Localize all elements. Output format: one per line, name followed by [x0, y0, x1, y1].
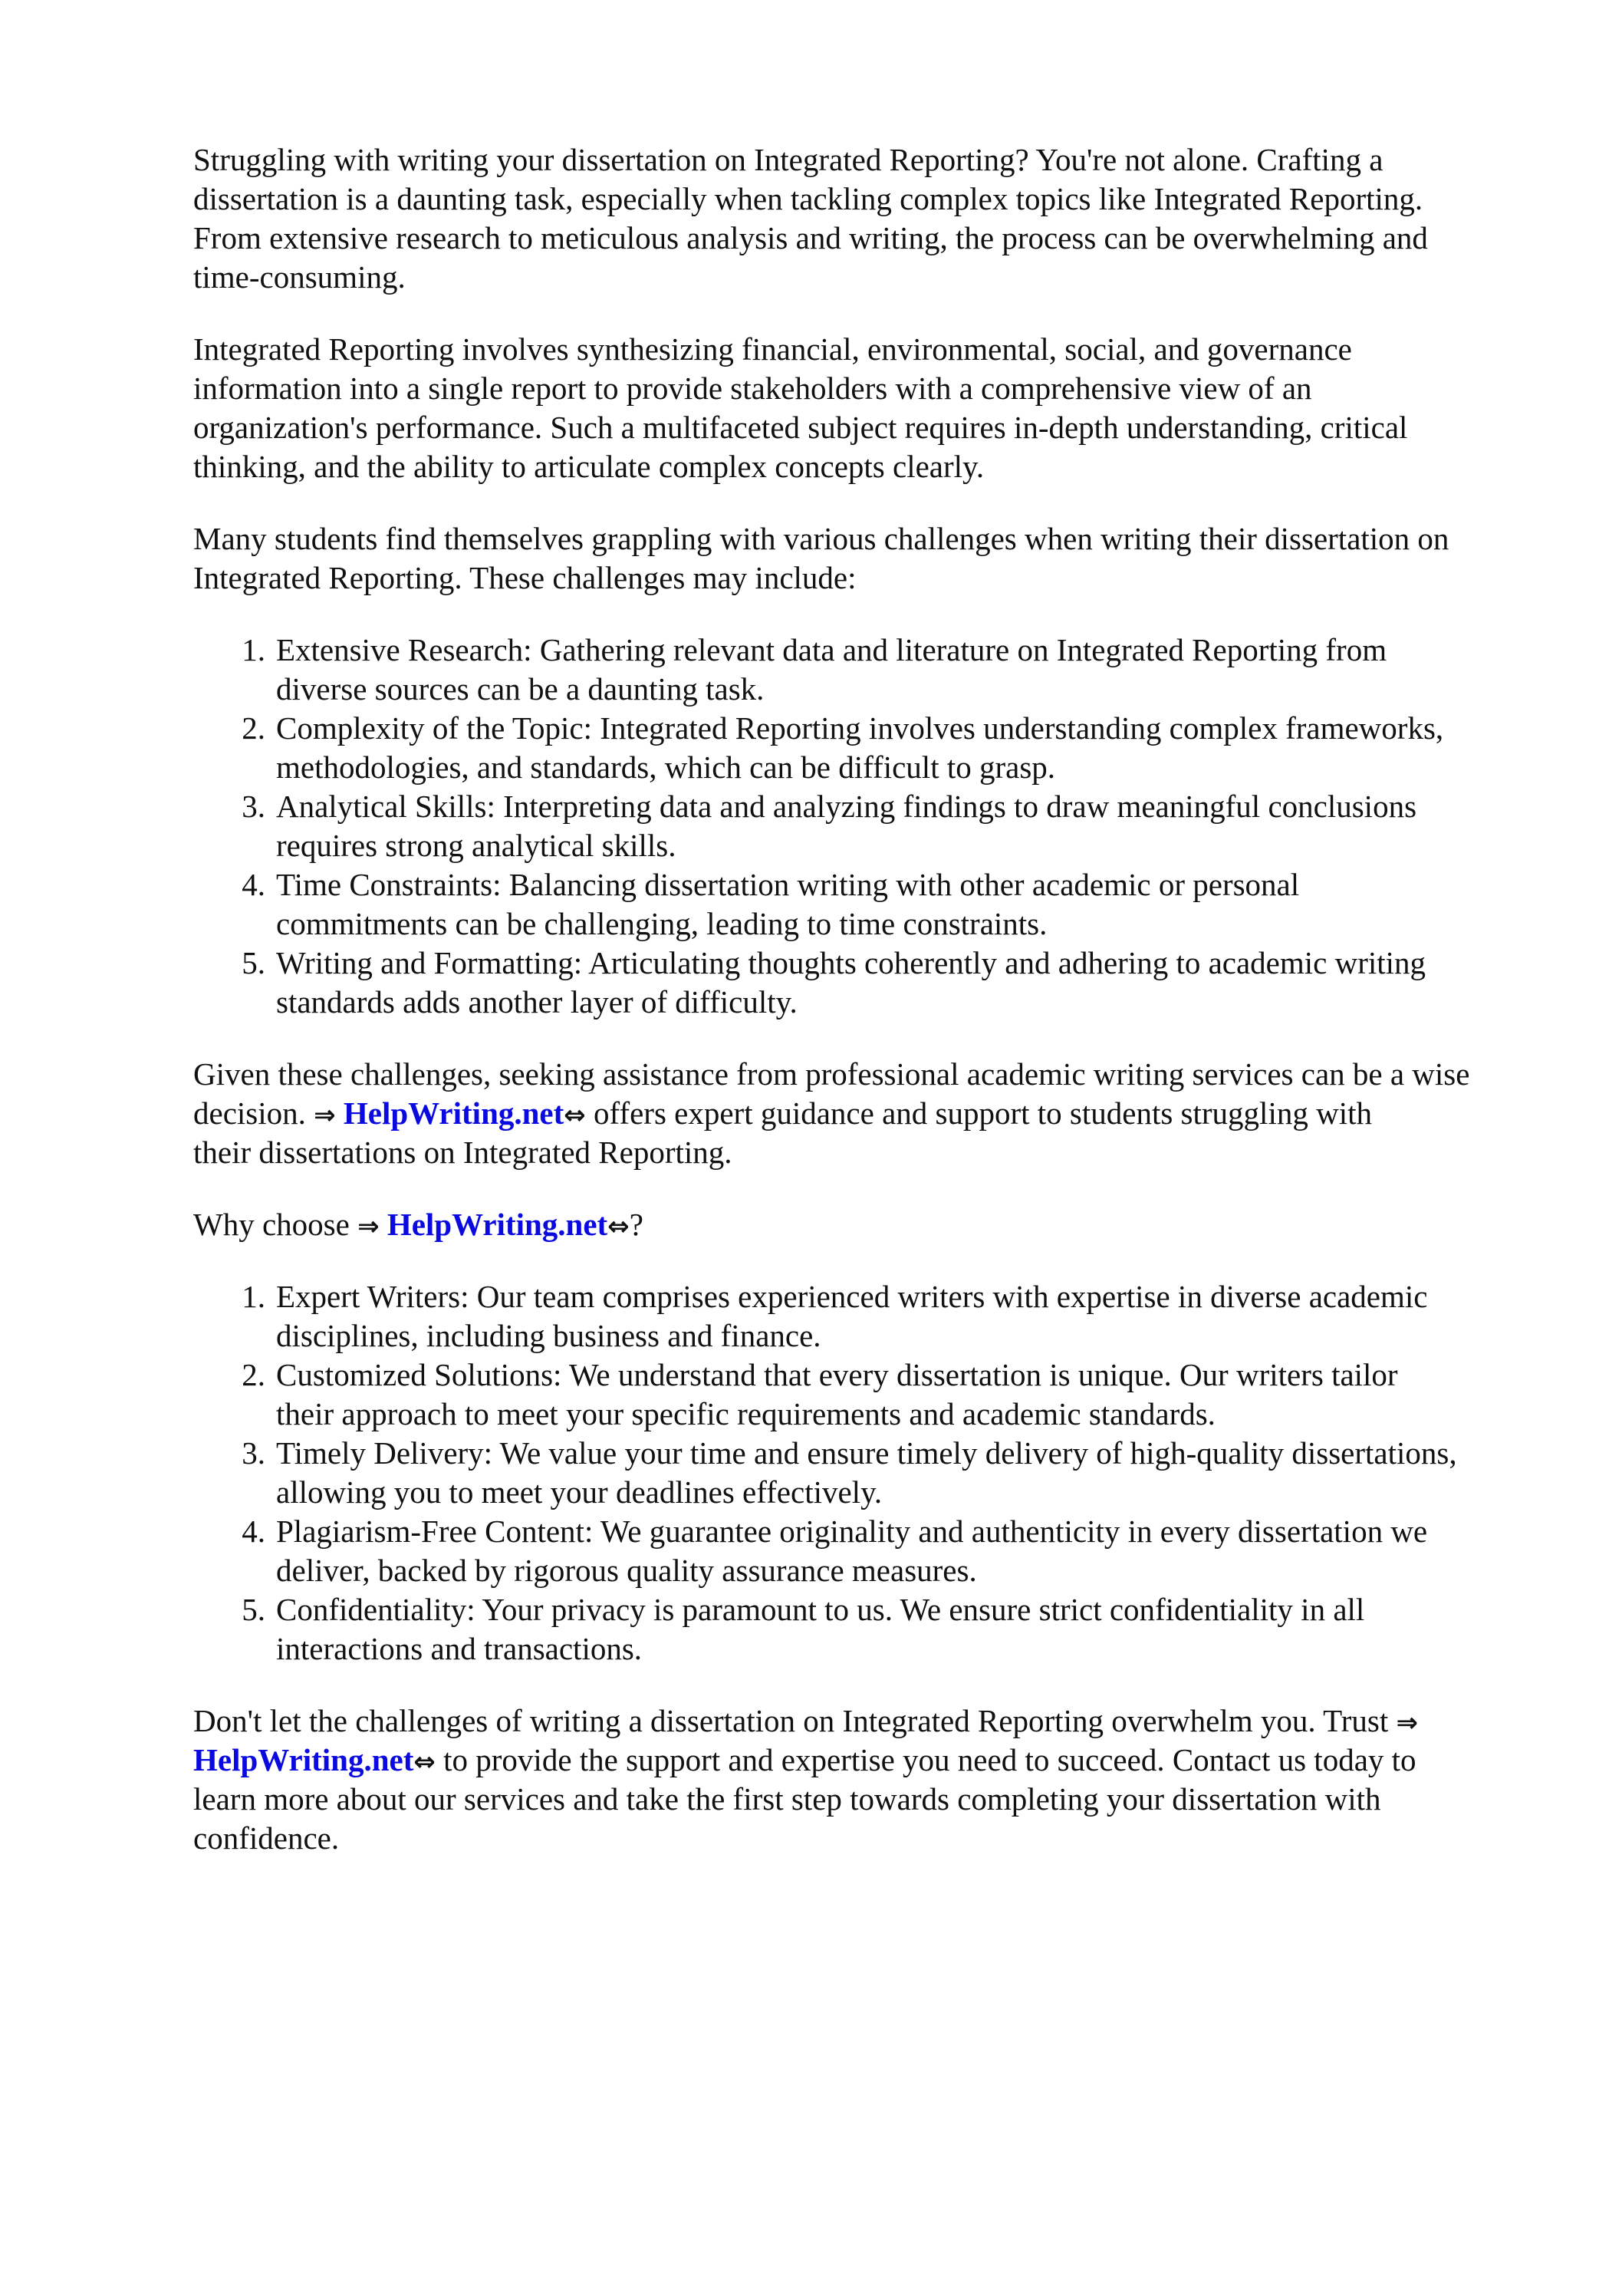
- arrow-right-icon: ⇒: [1396, 1708, 1419, 1738]
- list-text: Timely Delivery: We value your time and ensure timely delivery of high-quality dissertations,: [276, 1435, 1457, 1471]
- text-line: confidence.: [193, 1820, 340, 1856]
- list-text: Plagiarism-Free Content: We guarantee originality and authenticity in every dissertation we: [276, 1514, 1428, 1549]
- text-line: Given these challenges, seeking assistance from professional academic writing services can be a wise: [193, 1056, 1470, 1092]
- text-line: Struggling with writing your dissertation on Integrated Reporting? You're not alone. Crafting a: [193, 142, 1383, 177]
- list-item: [193, 787, 1574, 865]
- text-line: thinking, and the ability to articulate complex concepts clearly.: [193, 449, 985, 484]
- list-text: methodologies, and standards, which can be difficult to grasp.: [276, 749, 1056, 785]
- list-number: 1.: [242, 632, 265, 667]
- text-line: From extensive research to meticulous analysis and writing, the process can be overwhelming and: [193, 220, 1428, 255]
- list-number: 2.: [242, 1357, 265, 1392]
- challenges-intro-paragraph: [193, 519, 1574, 598]
- list-text: allowing you to meet your deadlines effectively.: [276, 1474, 883, 1510]
- list-number: 5.: [242, 945, 265, 980]
- text-line: time-consuming.: [193, 259, 406, 295]
- text-segment: decision.: [193, 1095, 314, 1131]
- list-item: [193, 1590, 1574, 1668]
- list-text: their approach to meet your specific requirements and academic standards.: [276, 1396, 1216, 1431]
- list-item: [193, 1434, 1574, 1512]
- text-segment: ?: [629, 1207, 643, 1242]
- document-body: [193, 140, 1574, 1891]
- arrow-both-icon: ⇔: [607, 1211, 630, 1242]
- arrow-right-icon: ⇒: [357, 1211, 380, 1242]
- text-line: dissertation is a daunting task, especially when tackling complex topics like Integrated Reporting.: [193, 181, 1423, 216]
- list-number: 4.: [242, 867, 265, 902]
- text-line: organization's performance. Such a multifaceted subject requires in-depth understanding, critical: [193, 410, 1408, 445]
- list-text: Confidentiality: Your privacy is paramount to us. We ensure strict confidentiality in all: [276, 1592, 1365, 1627]
- list-item: [193, 1277, 1574, 1356]
- why-choose-heading: [193, 1205, 1574, 1244]
- text-segment: to provide the support and expertise you need to succeed. Contact us today to: [435, 1742, 1416, 1777]
- list-item: [193, 631, 1574, 709]
- assistance-paragraph: [193, 1055, 1574, 1172]
- text-segment: Why choose: [193, 1207, 358, 1242]
- list-text: requires strong analytical skills.: [276, 828, 676, 863]
- arrow-right-icon: ⇒: [314, 1100, 336, 1131]
- definition-paragraph: [193, 330, 1574, 486]
- text-line: Integrated Reporting. These challenges may include:: [193, 560, 857, 595]
- intro-paragraph: [193, 140, 1574, 297]
- list-text: commitments can be challenging, leading to time constraints.: [276, 906, 1048, 941]
- list-text: interactions and transactions.: [276, 1631, 643, 1666]
- text-segment: Don't let the challenges of writing a dissertation on Integrated Reporting overwhelm you. Trust: [193, 1703, 1397, 1738]
- list-item: [193, 709, 1574, 787]
- list-text: disciplines, including business and finance.: [276, 1318, 821, 1353]
- text-line: their dissertations on Integrated Reporting.: [193, 1135, 732, 1170]
- list-text: Time Constraints: Balancing dissertation writing with other academic or personal: [276, 867, 1300, 902]
- text-line: Many students find themselves grappling with various challenges when writing their dissertation on: [193, 521, 1449, 556]
- list-text: Complexity of the Topic: Integrated Reporting involves understanding complex frameworks,: [276, 710, 1444, 746]
- text-segment: offers expert guidance and support to students struggling with: [585, 1095, 1372, 1131]
- list-text: Customized Solutions: We understand that every dissertation is unique. Our writers tailor: [276, 1357, 1398, 1392]
- list-item: [193, 1512, 1574, 1590]
- list-text: Extensive Research: Gathering relevant data and literature on Integrated Reporting from: [276, 632, 1387, 667]
- text-line: Integrated Reporting involves synthesizing financial, environmental, social, and governance: [193, 331, 1352, 367]
- helpwriting-link[interactable]: HelpWriting.net: [387, 1207, 608, 1242]
- text-line: learn more about our services and take the first step towards completing your dissertation with: [193, 1781, 1381, 1817]
- helpwriting-link[interactable]: HelpWriting.net: [343, 1095, 564, 1131]
- list-number: 4.: [242, 1514, 265, 1549]
- closing-paragraph: [193, 1701, 1574, 1858]
- list-number: 3.: [242, 789, 265, 824]
- list-text: Analytical Skills: Interpreting data and analyzing findings to draw meaningful conclusions: [276, 789, 1417, 824]
- list-text: diverse sources can be a daunting task.: [276, 671, 765, 707]
- list-text: deliver, backed by rigorous quality assurance measures.: [276, 1553, 977, 1588]
- benefits-list: [193, 1277, 1574, 1668]
- list-item: [193, 865, 1574, 944]
- list-number: 3.: [242, 1435, 265, 1471]
- list-item: [193, 944, 1574, 1022]
- arrow-both-icon: ⇔: [413, 1747, 436, 1777]
- list-number: 5.: [242, 1592, 265, 1627]
- arrow-both-icon: ⇔: [564, 1100, 586, 1131]
- text-line: information into a single report to provide stakeholders with a comprehensive view of an: [193, 371, 1312, 406]
- list-item: [193, 1356, 1574, 1434]
- challenges-list: [193, 631, 1574, 1022]
- list-number: 2.: [242, 710, 265, 746]
- list-text: Expert Writers: Our team comprises experienced writers with expertise in diverse academic: [276, 1279, 1428, 1314]
- helpwriting-link[interactable]: HelpWriting.net: [193, 1742, 414, 1777]
- list-number: 1.: [242, 1279, 265, 1314]
- list-text: Writing and Formatting: Articulating thoughts coherently and adhering to academic writing: [276, 945, 1426, 980]
- list-text: standards adds another layer of difficulty.: [276, 984, 798, 1020]
